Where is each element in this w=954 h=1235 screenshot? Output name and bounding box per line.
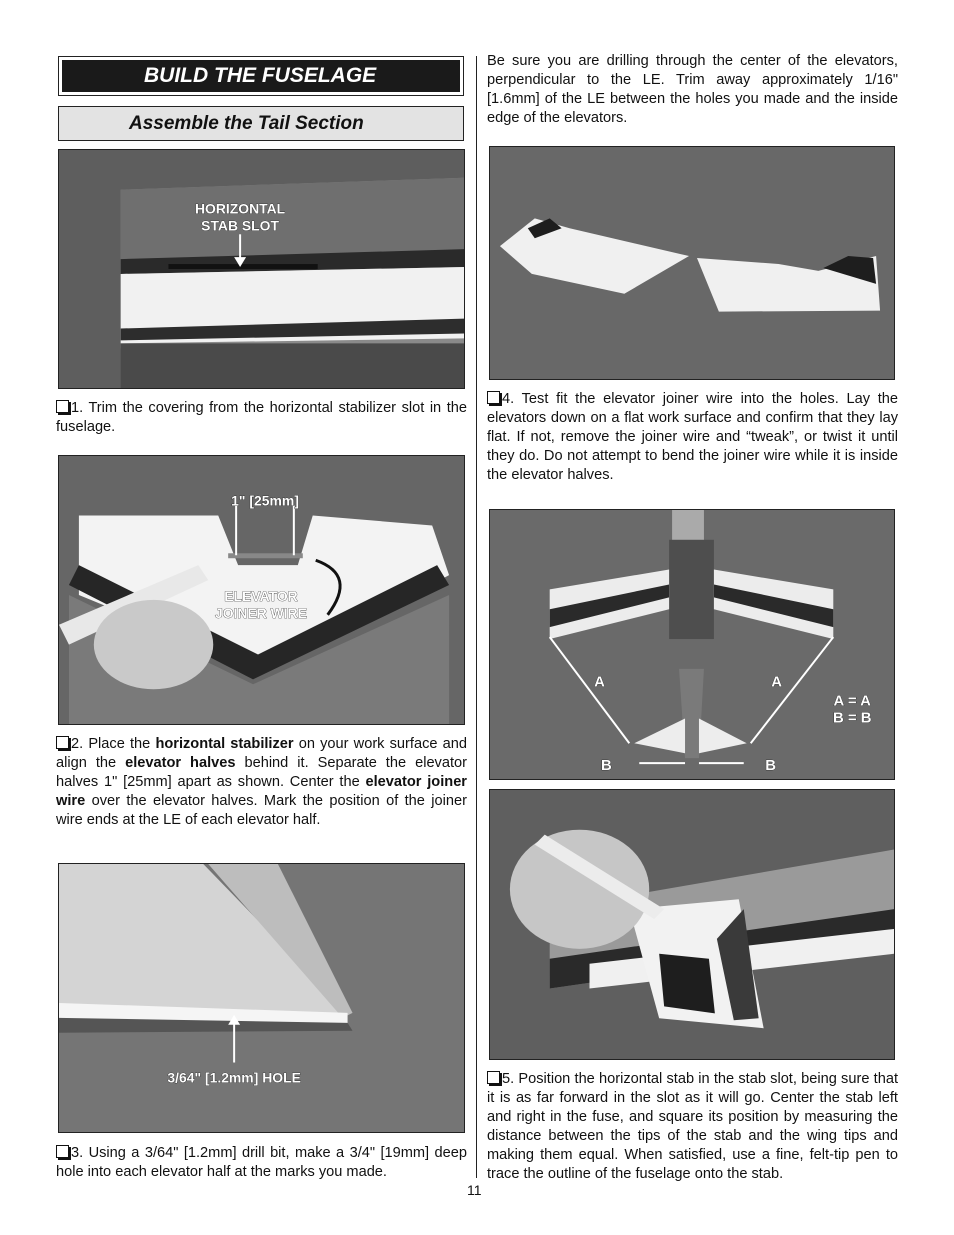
step-1: 1. Trim the covering from the horizontal stabilizer slot in the fuselage. — [56, 400, 467, 435]
label-a-right: A — [771, 674, 782, 691]
column-divider — [476, 56, 477, 1178]
step-2: 2. Place the horizontal stabilizer on your work surface and align the elevator halves behind it. Separate the elevator halves 1" [25mm] apart as shown. Center the elevator joiner wire over the elevator halves. Mark the position of the joiner wire ends at the LE of each elevator half. — [56, 736, 467, 828]
checkbox-icon[interactable] — [487, 1071, 500, 1084]
label-b-right: B — [765, 758, 777, 775]
dimension-label: 1" [25mm] — [231, 492, 299, 509]
photo-tracing — [489, 789, 895, 1060]
page-number: 11 — [467, 1182, 482, 1198]
checkbox-icon[interactable] — [56, 1145, 69, 1158]
subsection-title: Assemble the Tail Section — [58, 106, 464, 141]
stab-slot-label-1: HORIZONTAL — [195, 200, 286, 217]
step-3: 3. Using a 3/64" [1.2mm] drill bit, make a 3/4" [19mm] deep hole into each elevator half at the marks you made. — [56, 1145, 467, 1180]
equation-a: A = A — [833, 693, 871, 710]
stab-slot-label-2: STAB SLOT — [201, 217, 280, 234]
label-a-left: A — [594, 674, 605, 691]
hole-label: 3/64" [1.2mm] HOLE — [167, 1069, 301, 1086]
photo-alignment — [489, 509, 895, 780]
checkbox-icon[interactable] — [56, 736, 69, 749]
photo-drill-hole — [58, 863, 465, 1133]
section-header — [58, 56, 464, 96]
photo-joiner-wire — [58, 455, 465, 725]
step-3-continued: Be sure you are drilling through the center of the elevators, perpendicular to the LE. Trim away approximately 1/16" [1.6mm] of the LE between the holes you made and the inside edge of the elevators. — [487, 53, 898, 126]
checkbox-icon[interactable] — [487, 391, 500, 404]
step-5: 5. Position the horizontal stab in the stab slot, being sure that it is as far forward in the slot as it will go. Center the stab left and right in the fuse, and square its position by measuring the distance between the tips of the stab and the wing tips and making them equal. When satisfied, use a fine, felt-tip pen to trace the outline of the fuselage onto the stab. — [487, 1071, 898, 1182]
section-title: BUILD THE FUSELAGE — [62, 60, 460, 92]
equation-b: B = B — [832, 710, 872, 727]
photo-stab-slot — [58, 149, 465, 389]
checkbox-icon[interactable] — [56, 400, 69, 413]
label-b-left: B — [601, 758, 612, 775]
joiner-label-1: ELEVATOR — [224, 587, 298, 604]
step-4: 4. Test fit the elevator joiner wire into the holes. Lay the elevators down on a flat work surface and confirm that they lay flat. If not, remove the joiner wire and “tweak”, or twist it until they do. Do not attempt to bend the joiner wire while it is inside the elevator halves. — [487, 391, 898, 483]
joiner-label-2: JOINER WIRE — [214, 604, 308, 621]
photo-elevator-halves — [489, 146, 895, 380]
